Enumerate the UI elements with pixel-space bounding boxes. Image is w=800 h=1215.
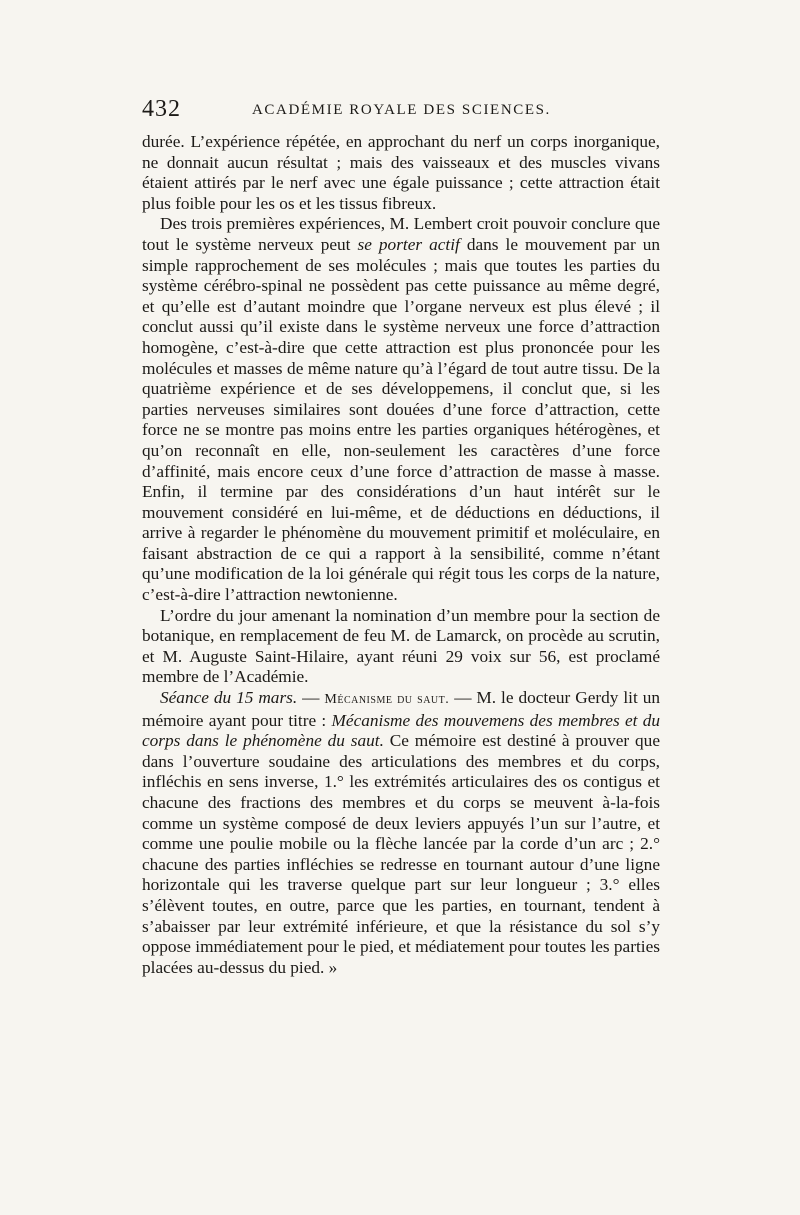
dash: —	[297, 688, 325, 708]
paragraph-lembert-conclusions	[142, 214, 660, 605]
section-heading: Mécanisme du saut.	[324, 692, 450, 708]
page-number: 432	[142, 96, 181, 122]
page-body	[142, 132, 660, 978]
paragraph-seance-15-mars	[142, 688, 660, 978]
memoir-title: Mécanisme des mouvemens des membres et du corps dans le phénomène du saut.	[142, 710, 660, 751]
paragraph-text: — M. le docteur Gerdy lit un mémoire ayant pour titre :	[142, 688, 660, 730]
paragraph-text: Des trois premières expériences, M. Lembert croit pouvoir conclure que tout le système nerveux peut	[142, 214, 660, 254]
paragraph-text: Ce mémoire est destiné à prouver que dans l’ouverture soudaine des articulations des membres et du corps, infléchis en sens inverse, 1.° les extrémités articulaires des os contigus et chacune des fractions des membres et du corps se meuvent à-la-fois comme un système composé de deux leviers appuyés l’un sur l’autre, et comme une poulie mobile ou la flèche lancée par la corde d’un arc ; 2.° chacune des parties infléchies se redresse en tournant autour d’une ligne horizontale qui les traverse quelque part sur leur longueur ; 3.° elles s’élèvent toutes, en outre, parce que les parties, en tournant, tendent à s’abaisser par leur extrémité inférieure, et que la résistance du sol s’y oppose immédiatement pour le pied, et médiatement pour toutes les parties placées au-dessus du pied. »	[142, 731, 660, 977]
page-header	[142, 96, 662, 128]
session-date: Séance du 15 mars.	[160, 688, 298, 708]
paragraph-text: durée. L’expérience répétée, en approchant du nerf un corps inorganique, ne donnait aucun résultat ; mais des vaisseaux et des muscles vivans étaient attirés par le nerf avec une égale puissance ; cette attraction était plus foible pour les os et les tissus fibreux.	[142, 132, 660, 213]
paragraph-text: L’ordre du jour amenant la nomination d’un membre pour la section de botanique, en remplacement de feu M. de Lamarck, on procède au scrutin, et M. Auguste Saint-Hilaire, ayant réuni 29 voix sur 56, est proclamé membre de l’Académie.	[142, 605, 660, 687]
running-title: ACADÉMIE ROYALE DES SCIENCES.	[252, 102, 551, 118]
paragraph-text: dans le mouvement par un simple rapprochement de ses molécules ; mais que toutes les parties du système cérébro-spinal ne possèdent pas cette puissance au même degré, et qu’elle est d’autant moindre que l’organe nerveux est plus élevé ; il conclut aussi qu’il existe dans le système nerveux une force d’attraction homogène, c’est-à-dire que cette attraction est plus prononcée pour les molécules et masses de même nature qu’à l’égard de tout autre tissu. De la quatrième expérience et de ses développemens, il conclut que, si les parties nerveuses similaires sont douées d’une force d’attraction, cette force ne se montre pas moins entre les parties organiques hétérogènes, et qu’on reconnaît en elle, non-seulement les caractères d’une force d’affinité, mais encore ceux d’une force d’attraction de masse à masse. Enfin, il termine par des considérations d’un haut intérêt sur le mouvement considéré en lui-même, et de déductions en déductions, il arrive à regarder le phénomène du mouvement primitif et moléculaire, en faisant abstraction de ce qui a rapport à la sensibilité, comme n’étant qu’une modification de la loi générale qui régit tous les corps de la nature, c’est-à-dire l’attraction newtonienne.	[142, 234, 660, 605]
paragraph-continuation	[142, 132, 660, 214]
italic-phrase: se porter actif	[357, 234, 460, 254]
paragraph-nomination	[142, 606, 660, 688]
